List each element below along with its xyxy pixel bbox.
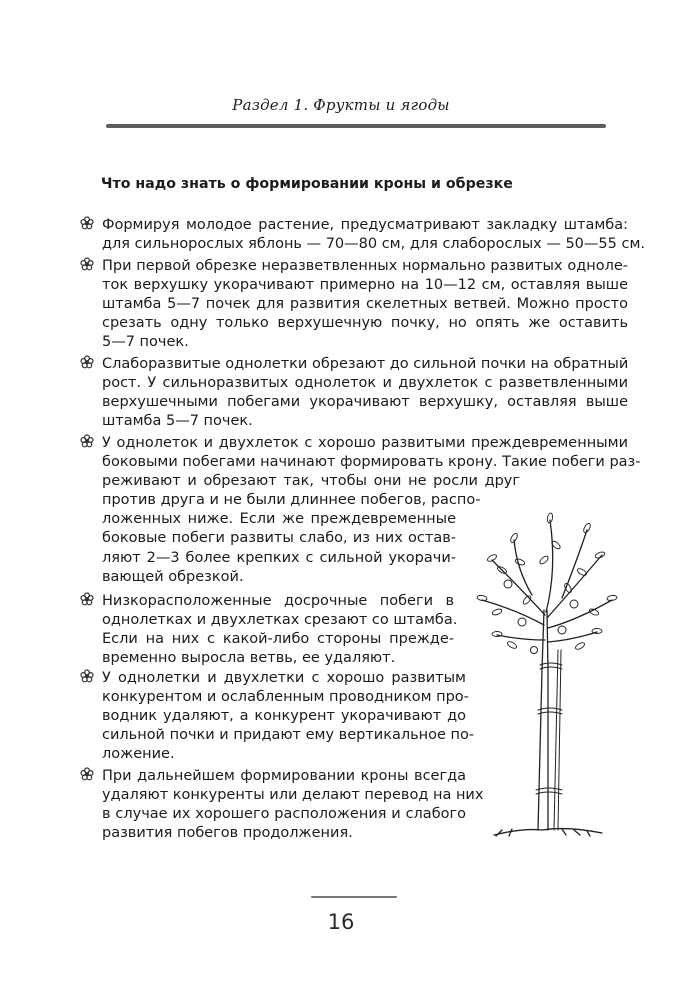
bullet-line: штамба 5—7 почек. (102, 413, 253, 430)
page-number: 16 (327, 910, 355, 934)
bullet-line: сильной почки и придают ему вертикальное по- (102, 727, 475, 744)
flower-bullet-icon (80, 216, 94, 230)
flower-bullet-icon (80, 257, 94, 271)
bullet-line: развития побегов продолжения. (102, 825, 353, 842)
bullet-line: боковыми побегами начинают формировать крону. Такие побеги раз- (102, 454, 641, 471)
bullet-line: При дальнейшем формировании кроны всегда (102, 768, 466, 784)
flower-bullet-icon (80, 592, 94, 606)
bullet-line: срезать одну только верхушечную почку, но опять же оставить (102, 315, 628, 332)
bullet-item (102, 355, 628, 431)
flower-bullet-icon (80, 767, 94, 781)
bullet-line: Слаборазвитые однолетки обрезают до сильной почки на обратный (102, 356, 629, 372)
bullet-line: против друга и не были длиннее побегов, распо- (102, 492, 481, 509)
bullet-line: временно выросла ветвь, ее удаляют. (102, 650, 396, 667)
bullet-line: Низкорасположенные досрочные побеги в (102, 593, 454, 609)
flower-bullet-icon (80, 355, 94, 369)
bullet-item (102, 257, 628, 352)
footer-divider (311, 896, 397, 898)
bullet-line: для сильнорослых яблонь — 70—80 см, для слаборослых — 50—55 см. (102, 236, 645, 253)
bullet-item (102, 767, 484, 843)
bullet-item (102, 669, 475, 764)
bullet-line: водник удаляют, а конкурент укорачивают до (102, 708, 466, 725)
bullet-line: 5—7 почек. (102, 334, 189, 351)
bullet-line: ток верхушку укорачивают примерно на 10—12 см, оставляя выше (102, 277, 628, 294)
flower-bullet-icon (80, 669, 94, 683)
bullet-item (102, 592, 458, 668)
bullet-line: штамба 5—7 почек для развития скелетных ветвей. Можно просто (102, 296, 628, 313)
bullet-line: При первой обрезке неразветвленных нормально развитых одноле- (102, 258, 628, 274)
bullet-line: Формируя молодое растение, предусматривают закладку штамба: (102, 217, 628, 233)
bullet-line: рост. У сильноразвитых однолеток и двухлеток с разветвленными (102, 375, 628, 392)
bullet-line: боковые побеги развиты слабо, из них остав- (102, 530, 456, 547)
bullet-line: конкурентом и ослабленным проводником про- (102, 689, 469, 706)
running-header: Раздел 1. Фрукты и ягоды (232, 96, 450, 114)
bullet-line: реживают и обрезают так, чтобы они не росли друг (102, 473, 520, 490)
bullet-line: ляют 2—3 более крепких с сильной укорачи- (102, 549, 456, 566)
section-title: Что надо знать о формировании кроны и обрезке (101, 176, 513, 192)
bullet-line: в случае их хорошего расположения и слабого (102, 806, 466, 823)
bullet-line: верхушечными побегами укорачивают верхушку, оставляя выше (102, 394, 628, 411)
header-divider (106, 124, 606, 128)
bullet-line: Если на них с какой-либо стороны прежде- (102, 631, 454, 648)
bullet-line: однолетках и двухлетках срезают со штамба. (102, 612, 458, 629)
bullet-line: У однолеток и двухлеток с хорошо развитыми преждевременными (102, 435, 628, 451)
flower-bullet-icon (80, 434, 94, 448)
bullet-line: У однолетки и двухлетки с хорошо развитым (102, 670, 466, 686)
bullet-line: вающей обрезкой. (102, 568, 244, 585)
bullet-item (102, 216, 645, 254)
young-tree-illustration (462, 500, 622, 845)
bullet-line: ложенных ниже. Если же преждевременные (102, 511, 456, 528)
bullet-line: ложение. (102, 746, 175, 763)
bullet-line: удаляют конкуренты или делают перевод на них (102, 787, 484, 804)
